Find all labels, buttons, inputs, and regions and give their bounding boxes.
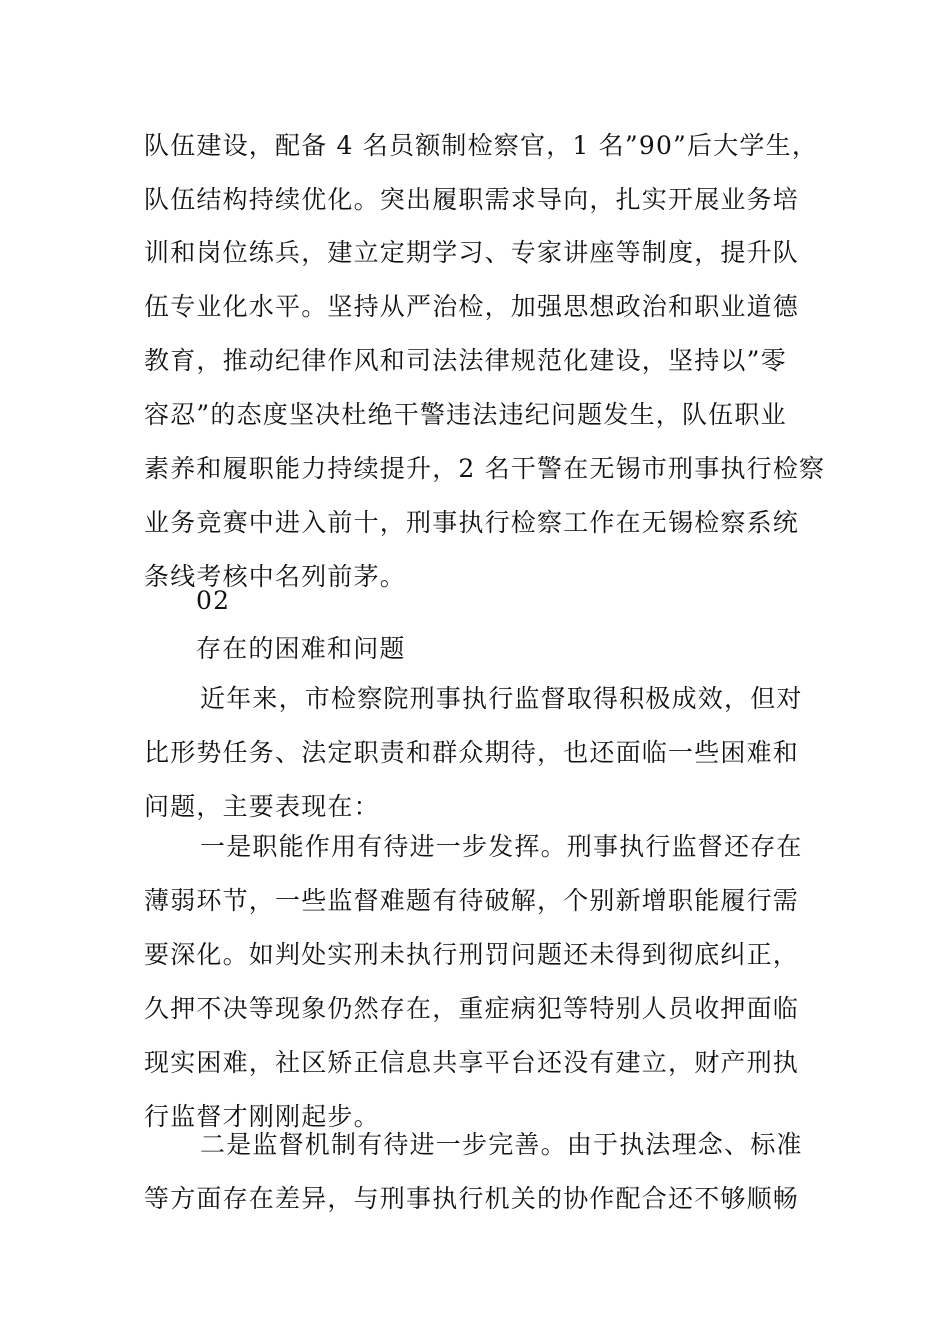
paragraph-line: 教育，推动纪律作风和司法法律规范化建设，坚持以”零: [144, 346, 787, 375]
paragraph-line: 薄弱环节，一些监督难题有待破解，个别新增职能履行需: [144, 886, 800, 915]
paragraph-line: 伍专业化水平。坚持从严治检，加强思想政治和职业道德: [144, 292, 800, 321]
paragraph-line: 素养和履职能力持续提升，2 名干警在无锡市刑事执行检察: [144, 454, 826, 483]
section-number: 02: [196, 586, 231, 615]
paragraph-line: 队伍结构持续优化。突出履职需求导向，扎实开展业务培: [144, 185, 800, 214]
paragraph-line: 等方面存在差异，与刑事执行机关的协作配合还不够顺畅: [144, 1184, 800, 1213]
paragraph-line: 队伍建设，配备 4 名员额制检察官，1 名”90”后大学生，: [144, 131, 819, 160]
paragraph-line: 二是监督机制有待进一步完善。由于执法理念、标准: [200, 1130, 803, 1159]
paragraph-line: 业务竞赛中进入前十，刑事执行检察工作在无锡检察系统: [144, 508, 800, 537]
paragraph-line: 要深化。如判处实刑未执行刑罚问题还未得到彻底纠正，: [144, 940, 800, 969]
paragraph-line: 问题，主要表现在：: [144, 792, 380, 821]
paragraph-line: 比形势任务、法定职责和群众期待，也还面临一些困难和: [144, 738, 800, 767]
paragraph-line: 训和岗位练兵，建立定期学习、专家讲座等制度，提升队: [144, 238, 800, 267]
paragraph-line: 久押不决等现象仍然存在，重症病犯等特别人员收押面临: [144, 994, 800, 1023]
paragraph-line: 一是职能作用有待进一步发挥。刑事执行监督还存在: [200, 832, 803, 861]
paragraph-line: 现实困难，社区矫正信息共享平台还没有建立，财产刑执: [144, 1048, 800, 1077]
paragraph-line: 容忍”的态度坚决杜绝干警违法违纪问题发生，队伍职业: [144, 400, 787, 429]
section-heading: 存在的困难和问题: [196, 634, 406, 663]
paragraph-line: 条线考核中名列前茅。: [144, 562, 407, 591]
paragraph-line: 近年来，市检察院刑事执行监督取得积极成效，但对: [200, 684, 803, 713]
paragraph-line: 行监督才刚刚起步。: [144, 1102, 380, 1131]
